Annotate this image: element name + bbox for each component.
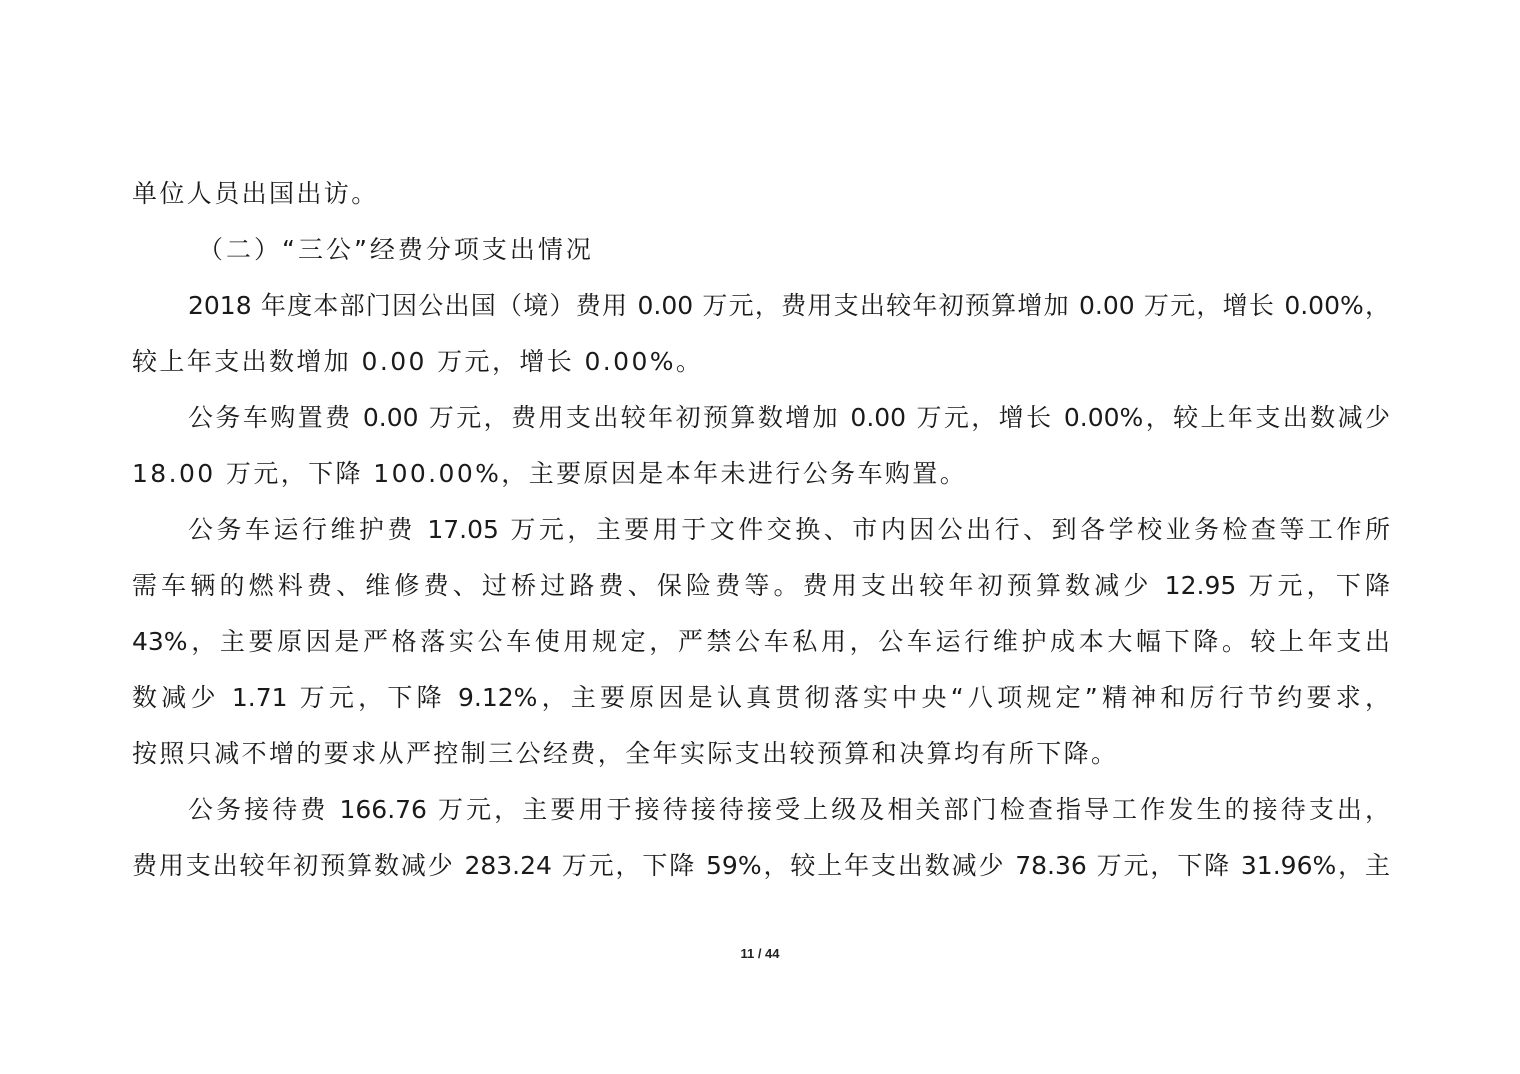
text-line-11: 按照只减不增的要求从严控制三公经费，全年实际支出较预算和决算均有所下降。 xyxy=(132,739,1119,768)
text-line-3: 2018 年度本部门因公出国（境）费用 0.00 万元，费用支出较年初预算增加 0.00 万元，增长 0.00%， xyxy=(188,291,1390,320)
text-line-12: 公务接待费 166.76 万元，主要用于接待接待接受上级及相关部门检查指导工作发生的接待支出， xyxy=(188,795,1390,824)
text-line-7: 公务车运行维护费 17.05 万元，主要用于文件交换、市内因公出行、到各学校业务检查等工作所 xyxy=(188,515,1390,544)
text-line-9: 43%，主要原因是严格落实公车使用规定，严禁公车私用，公车运行维护成本大幅下降。较上年支出 xyxy=(132,627,1390,656)
body-text xyxy=(132,166,1390,894)
page-number: 11 / 44 xyxy=(740,946,780,961)
text-line-5: 公务车购置费 0.00 万元，费用支出较年初预算数增加 0.00 万元，增长 0.00%，较上年支出数减少 xyxy=(188,403,1390,432)
section-heading: （二）“三公”经费分项支出情况 xyxy=(198,235,594,264)
text-line-8: 需车辆的燃料费、维修费、过桥过路费、保险费等。费用支出较年初预算数减少 12.95 万元，下降 xyxy=(132,571,1390,600)
text-line-6: 18.00 万元，下降 100.00%，主要原因是本年未进行公务车购置。 xyxy=(132,459,968,488)
text-line-1: 单位人员出国出访。 xyxy=(132,179,379,208)
text-line-13: 费用支出较年初预算数减少 283.24 万元，下降 59%，较上年支出数减少 78.36 万元，下降 31.96%，主 xyxy=(132,851,1390,880)
text-line-10: 数减少 1.71 万元，下降 9.12%，主要原因是认真贯彻落实中央“八项规定”精神和厉行节约要求， xyxy=(132,683,1390,712)
text-line-4: 较上年支出数增加 0.00 万元，增长 0.00%。 xyxy=(132,347,704,376)
